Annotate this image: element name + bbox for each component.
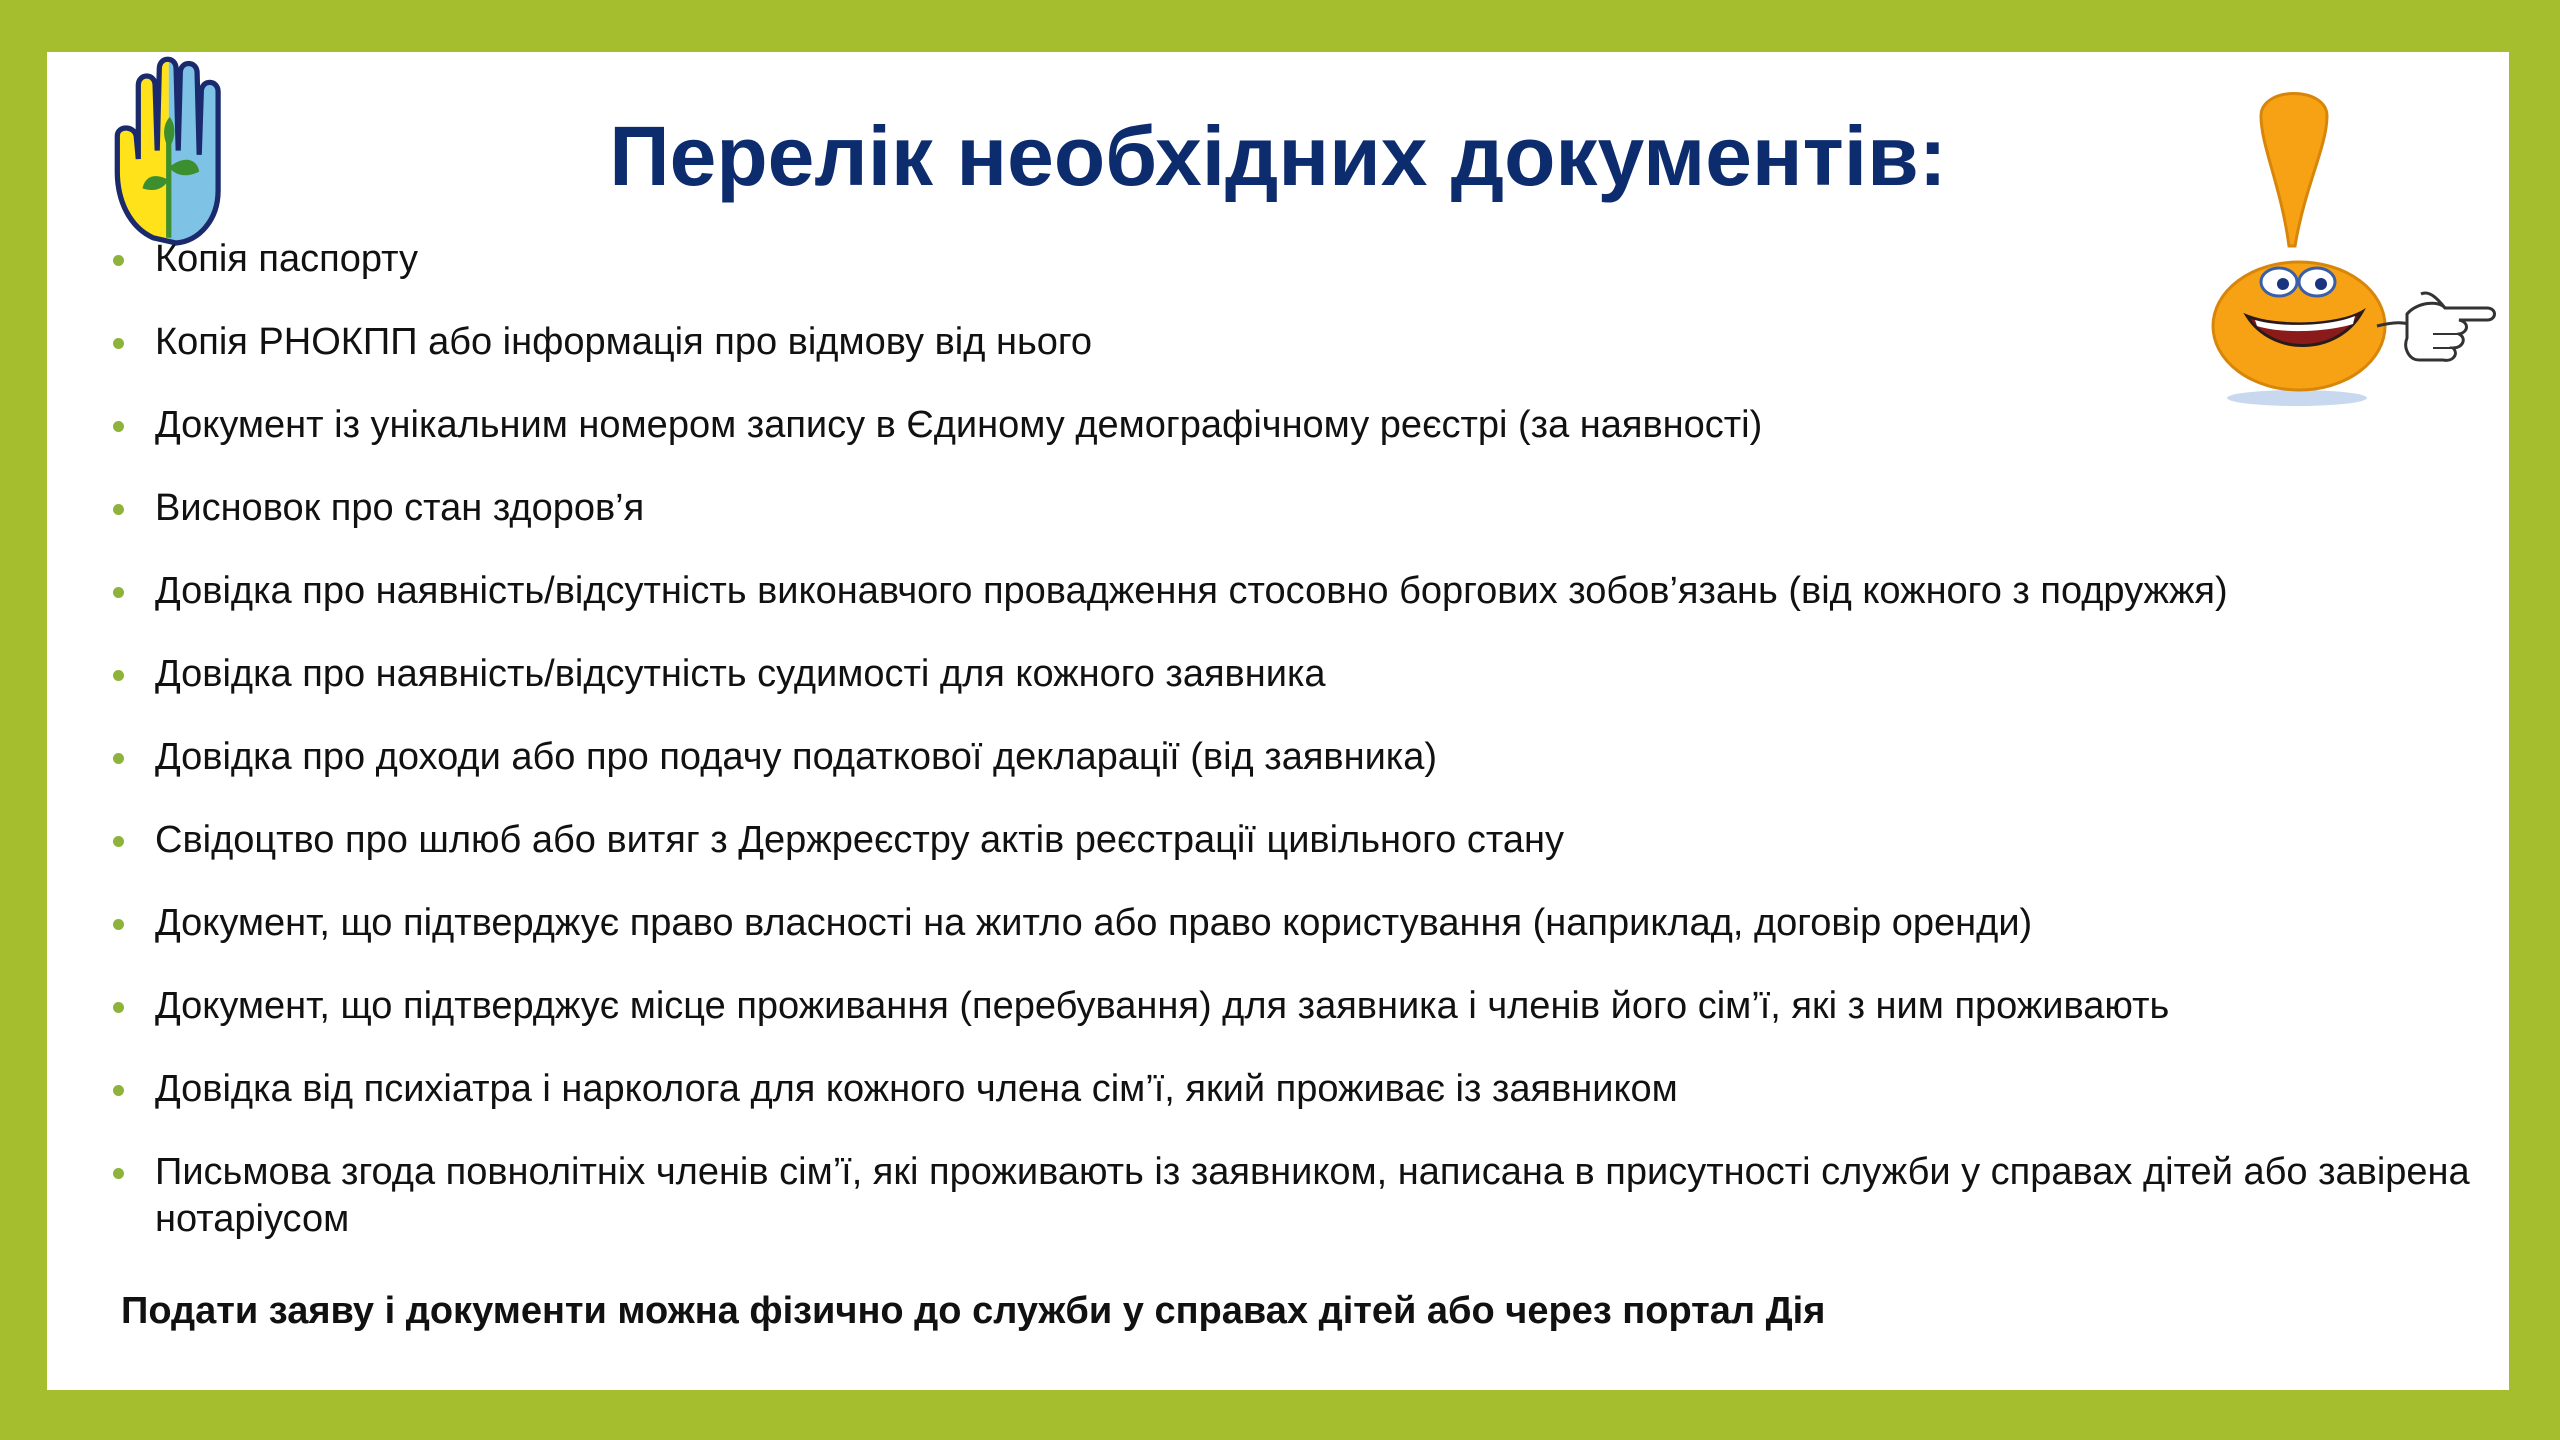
documents-list bbox=[113, 236, 2553, 1279]
document-text: Копія паспорту bbox=[155, 238, 418, 280]
page-title: Перелік необхідних документів: bbox=[609, 109, 1947, 203]
bullet-icon bbox=[113, 1168, 124, 1179]
list-item bbox=[113, 319, 2553, 366]
bullet-icon bbox=[113, 836, 124, 847]
list-item bbox=[113, 402, 2553, 449]
bullet-icon bbox=[113, 338, 124, 349]
bullet-icon bbox=[113, 255, 124, 266]
list-item bbox=[113, 651, 2553, 698]
list-item bbox=[113, 1066, 2553, 1113]
slide bbox=[47, 52, 2509, 1390]
list-item bbox=[113, 817, 2553, 864]
document-text: Висновок про стан здоров’я bbox=[155, 487, 645, 529]
list-item bbox=[113, 236, 2553, 283]
list-item bbox=[113, 1149, 2553, 1243]
document-text: Довідка про доходи або про подачу податкової декларації (від заявника) bbox=[155, 736, 1438, 778]
list-item bbox=[113, 485, 2553, 532]
document-text: Свідоцтво про шлюб або витяг з Держреєстру актів реєстрації цивільного стану bbox=[155, 819, 1564, 861]
document-text: Довідка про наявність/відсутність судимості для кожного заявника bbox=[155, 653, 1326, 695]
document-text: Документ, що підтверджує право власності на житло або право користування (наприклад, договір оренди) bbox=[155, 902, 2033, 944]
bullet-icon bbox=[113, 753, 124, 764]
bullet-icon bbox=[113, 587, 124, 598]
bullet-icon bbox=[113, 1002, 124, 1013]
document-text: Документ із унікальним номером запису в Єдиному демографічному реєстрі (за наявності) bbox=[155, 404, 1763, 446]
list-item bbox=[113, 568, 2553, 615]
document-text: Довідка про наявність/відсутність виконавчого провадження стосовно боргових зобов’язань (від кожного з подружжя) bbox=[155, 570, 2228, 612]
bullet-icon bbox=[113, 504, 124, 515]
document-text: Довідка від психіатра і нарколога для кожного члена сім’ї, який проживає із заявником bbox=[155, 1068, 1678, 1110]
bullet-icon bbox=[113, 1085, 124, 1096]
bullet-icon bbox=[113, 919, 124, 930]
document-text: Копія РНОКПП або інформація про відмову від нього bbox=[155, 321, 1093, 363]
list-item bbox=[113, 900, 2553, 947]
bullet-icon bbox=[113, 670, 124, 681]
footer-note: Подати заяву і документи можна фізично до служби у справах дітей або через портал Дія bbox=[121, 1290, 1826, 1332]
document-text: Письмова згода повнолітніх членів сім’ї, які проживають із заявником, написана в присутності служби у справах дітей або завірена нотаріусом bbox=[155, 1151, 2470, 1240]
bullet-icon bbox=[113, 421, 124, 432]
list-item bbox=[113, 734, 2553, 781]
list-item bbox=[113, 983, 2553, 1030]
document-text: Документ, що підтверджує місце проживання (перебування) для заявника і членів його сім’ї, які з ним проживають bbox=[155, 985, 2170, 1027]
